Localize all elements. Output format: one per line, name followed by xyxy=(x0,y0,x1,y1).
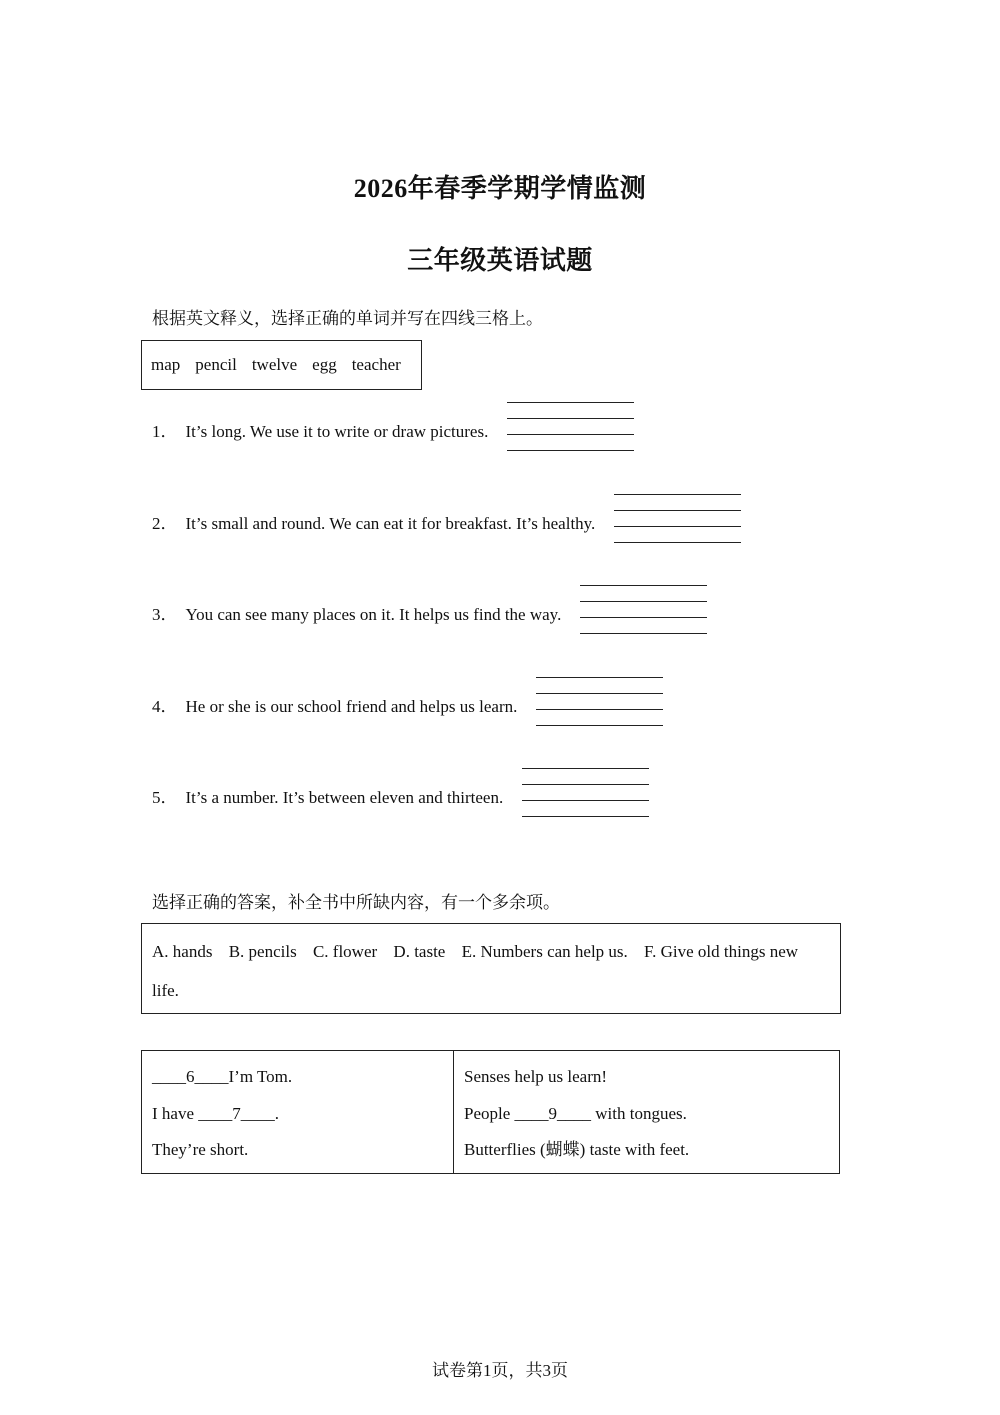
option-c: C. flower xyxy=(312,942,378,961)
option-e: E. Numbers can help us. xyxy=(461,942,628,961)
option-b: B. pencils xyxy=(228,942,297,961)
exam-subtitle: 三年级英语试题 xyxy=(407,246,593,275)
section1-instruction: 根据英文释义，选择正确的单词并写在四线三格上。 xyxy=(152,309,543,329)
four-line-writing-area[interactable] xyxy=(522,768,649,818)
story-table xyxy=(141,1050,840,1174)
four-line-writing-area[interactable] xyxy=(507,402,634,452)
word-bank-item: egg xyxy=(312,355,337,374)
question-1 xyxy=(152,392,634,442)
question-2 xyxy=(152,484,741,534)
question-5 xyxy=(152,758,649,808)
story-line: People ____9____ with tongues. xyxy=(464,1103,687,1123)
question-number: 5． xyxy=(152,788,178,807)
story-line: They’re short. xyxy=(152,1140,249,1159)
question-number: 2． xyxy=(152,514,178,533)
word-bank-item: twelve xyxy=(251,355,298,374)
question-3 xyxy=(152,575,707,625)
option-f: F. Give old things new life. xyxy=(152,942,799,1000)
question-text: You can see many places on it. It helps us find the way. xyxy=(185,605,562,624)
story-line: Butterflies (蝴蝶) taste with feet. xyxy=(464,1140,690,1159)
question-4 xyxy=(152,667,663,717)
story-cell-right xyxy=(454,1051,839,1173)
four-line-writing-area[interactable] xyxy=(580,585,707,635)
word-bank-item: teacher xyxy=(351,355,401,374)
story-line: ____6____I’m Tom. xyxy=(152,1067,293,1086)
question-number: 4． xyxy=(152,697,178,716)
page-footer: 试卷第1页，共3页 xyxy=(432,1361,568,1380)
question-number: 1． xyxy=(152,422,178,441)
word-bank xyxy=(141,340,422,390)
question-text: It’s long. We use it to write or draw pictures. xyxy=(185,422,489,441)
question-text: It’s small and round. We can eat it for breakfast. It’s healthy. xyxy=(185,514,596,533)
four-line-writing-area[interactable] xyxy=(614,494,741,544)
option-d: D. taste xyxy=(393,942,446,961)
question-text: He or she is our school friend and helps us learn. xyxy=(185,697,518,716)
section2-instruction: 选择正确的答案，补全书中所缺内容，有一个多余项。 xyxy=(152,893,560,913)
exam-title: 2026年春季学期学情监测 xyxy=(353,174,647,203)
option-a: A. hands xyxy=(152,942,213,961)
question-text: It’s a number. It’s between eleven and thirteen. xyxy=(185,788,504,807)
story-line: I have ____7____. xyxy=(152,1103,280,1123)
four-line-writing-area[interactable] xyxy=(536,677,663,727)
story-cell-left xyxy=(142,1051,454,1173)
question-number: 3． xyxy=(152,605,178,624)
word-bank-item: pencil xyxy=(195,355,237,374)
word-bank-item: map xyxy=(151,355,181,374)
story-line: Senses help us learn! xyxy=(464,1067,608,1086)
options-box xyxy=(141,923,841,1014)
